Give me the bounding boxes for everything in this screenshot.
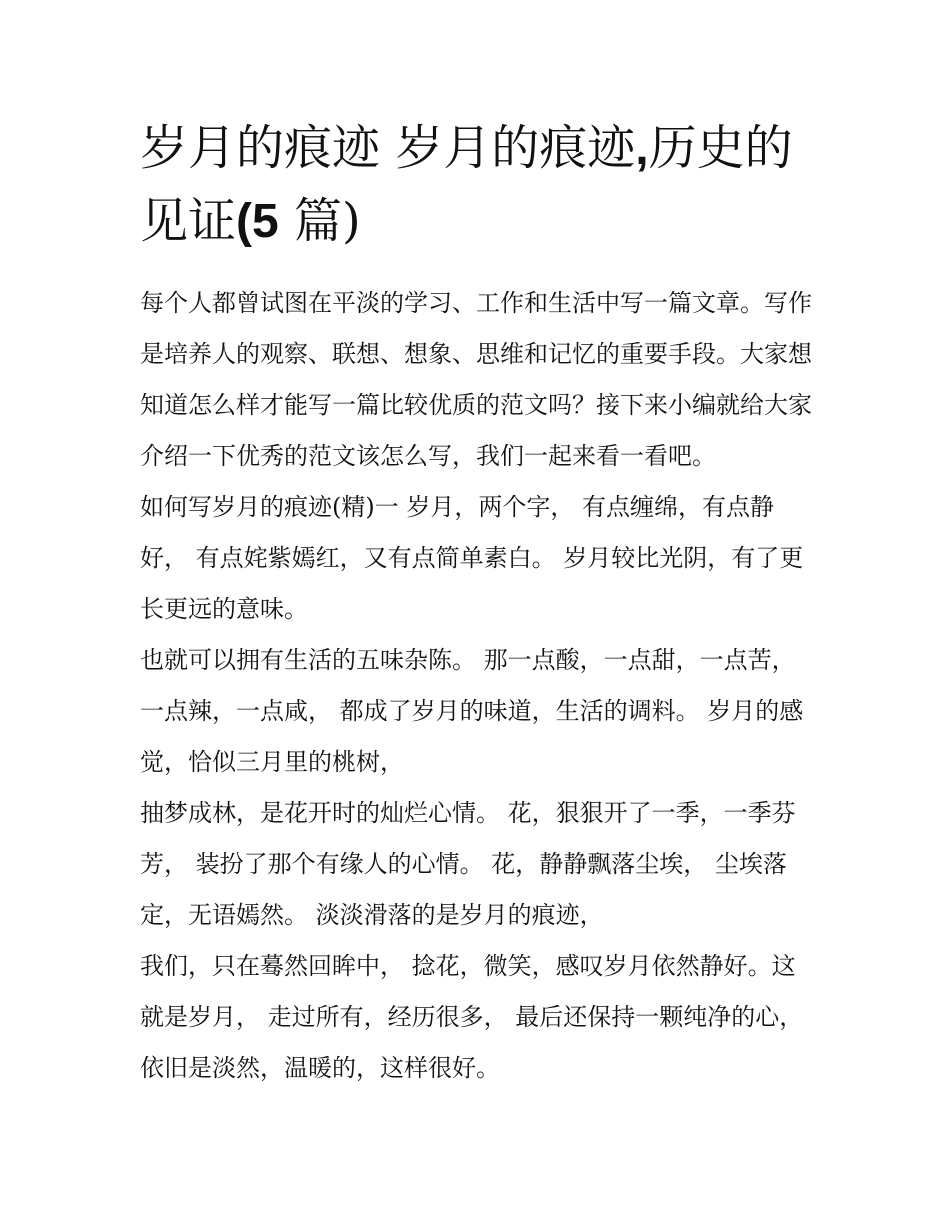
paragraph-4: 我们，只在蓦然回眸中， 捻花，微笑，感叹岁月依然静好。这就是岁月， 走过所有，经历很多， 最后还保持一颗纯净的心， 依旧是淡然，温暖的，这样很好。 [140,952,804,1082]
title-comma: , [635,122,649,175]
paragraph-1: 如何写岁月的痕迹(精)一 岁月，两个字， 有点缠绵，有点静好， 有点姹紫嫣红，又有点简单素白。 岁月较比光阴，有了更长更远的意味。 [140,493,804,623]
document-title [140,112,812,258]
paragraph-intro: 每个人都曾试图在平淡的学习、工作和生活中写一篇文章。写作是培养人的观察、联想、想象、思维和记忆的重要手段。大家想知道怎么样才能写一篇比较优质的范文吗？接下来小编就给大家介绍一下优秀的范文该怎么写，我们一起来看一看吧。 [140,289,812,470]
paragraph-3: 抽梦成林，是花开时的灿烂心情。 花，狠狠开了一季，一季芬芳， 装扮了那个有缘人的心情。 花，静静飘落尘埃， 尘埃落定，无语嫣然。 淡淡滑落的是岁月的痕迹， [140,799,796,929]
paragraph-2: 也就可以拥有生活的五味杂陈。 那一点酸，一点甜，一点苦， 一点辣，一点咸， 都成了岁月的味道，生活的调料。 岁月的感觉，恰似三月里的桃树， [140,646,804,776]
title-text-3: 篇) [278,193,361,249]
title-count: (5 [236,195,279,248]
title-text-2: 历史的见证 [140,120,793,249]
title-text-1: 岁月的痕迹 岁月的痕迹 [140,120,636,176]
document-page [140,112,812,1094]
